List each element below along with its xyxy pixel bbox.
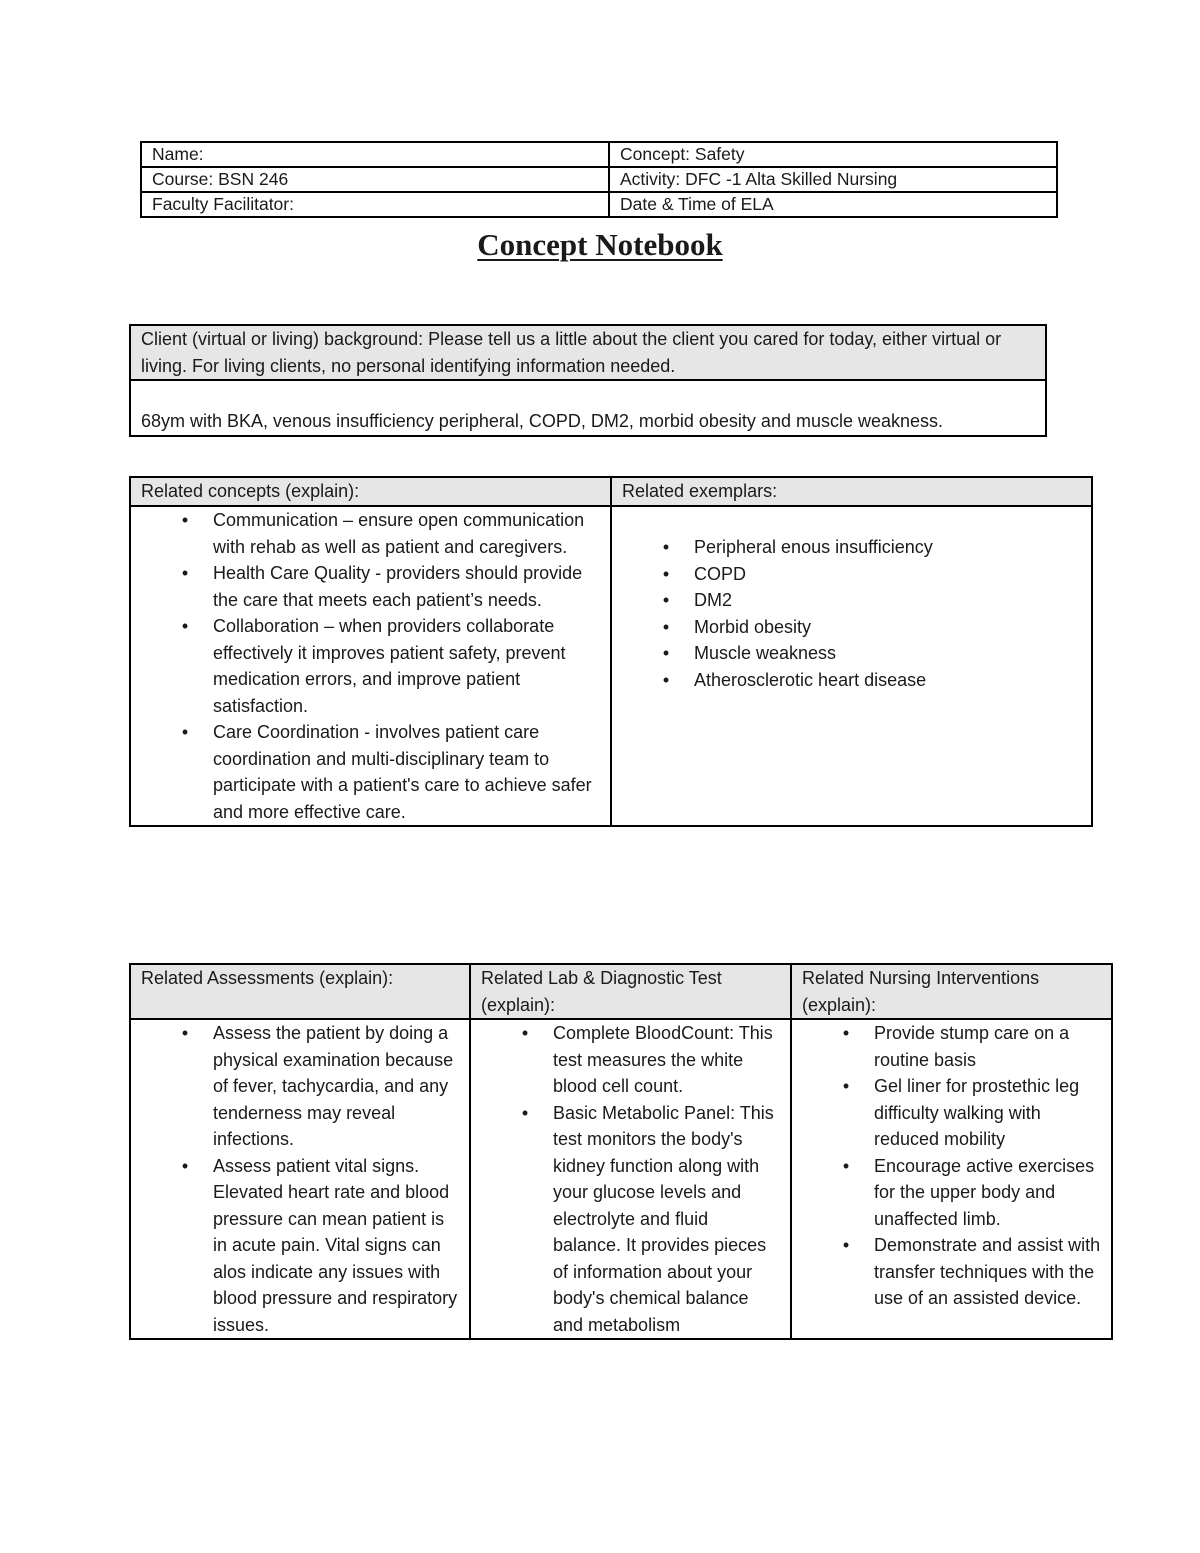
bullet-icon: • — [662, 590, 670, 610]
list-item: • DM2 — [622, 587, 1081, 614]
assessments-table — [129, 963, 1113, 1340]
labs-header: Related Lab & Diagnostic Test (explain): — [470, 964, 791, 1019]
bullet-icon: • — [842, 1076, 850, 1096]
page-title: Concept Notebook — [477, 227, 723, 262]
list-item: • Provide stump care on a routine basis — [802, 1020, 1101, 1073]
client-response: 68ym with BKA, venous insufficiency peripheral, COPD, DM2, morbid obesity and muscle weakness. — [130, 380, 1046, 436]
bullet-icon: • — [181, 510, 189, 530]
facilitator-field: Faculty Facilitator: — [141, 192, 609, 217]
assessments-list — [141, 1020, 459, 1338]
exemplars-list — [622, 534, 1081, 693]
list-item: • Communication – ensure open communication with rehab as well as patient and caregivers. — [141, 507, 600, 560]
bullet-icon: • — [181, 1155, 189, 1176]
list-item: • Assess patient vital signs. Elevated heart rate and blood pressure can mean patient is in acute pain. Vital signs can alos indicate any issues with blood pressure and respiratory issues. — [141, 1153, 459, 1339]
labs-list — [481, 1020, 780, 1338]
assessments-header: Related Assessments (explain): — [130, 964, 470, 1019]
list-item: • Demonstrate and assist with transfer techniques with the use of an assisted device. — [802, 1232, 1101, 1312]
client-background-table — [129, 324, 1047, 437]
bullet-icon: • — [521, 1102, 529, 1123]
bullet-icon: • — [662, 563, 670, 584]
list-item: • Collaboration – when providers collaborate effectively it improves patient safety, prevent medication errors, and improve patient satisfaction. — [141, 613, 600, 719]
list-item: • Basic Metabolic Panel: This test monitors the body's kidney function along with your glucose levels and electrolyte and fluid balance. It provides pieces of information about your body's chemical balance and metabolism — [481, 1100, 780, 1339]
list-item: • Morbid obesity — [622, 614, 1081, 641]
concepts-cell — [130, 506, 611, 826]
list-item: • Assess the patient by doing a physical examination because of fever, tachycardia, and any tenderness may reveal infections. — [141, 1020, 459, 1153]
list-item: • Peripheral enous insufficiency — [622, 534, 1081, 561]
datetime-field: Date & Time of ELA — [609, 192, 1057, 217]
header-info-table — [140, 141, 1058, 218]
list-item: • Complete BloodCount: This test measures the white blood cell count. — [481, 1020, 780, 1100]
name-field: Name: — [141, 142, 609, 167]
list-item: • Care Coordination - involves patient care coordination and multi-disciplinary team to participate with a patient's care to achieve safer and more effective care. — [141, 719, 600, 825]
concept-field: Concept: Safety — [609, 142, 1057, 167]
list-item: • Muscle weakness — [622, 640, 1081, 667]
client-prompt: Client (virtual or living) background: Please tell us a little about the client you cared for today, either virtual or living. For living clients, no personal identifying information needed. — [130, 325, 1046, 380]
bullet-icon: • — [662, 537, 670, 557]
exemplars-header: Related exemplars: — [611, 477, 1092, 506]
list-item: • Encourage active exercises for the upper body and unaffected limb. — [802, 1153, 1101, 1233]
bullet-icon: • — [662, 643, 670, 663]
concepts-list — [141, 507, 600, 825]
concepts-header: Related concepts (explain): — [130, 477, 611, 506]
exemplars-cell — [611, 506, 1092, 826]
labs-cell — [470, 1019, 791, 1339]
bullet-icon: • — [842, 1235, 850, 1255]
list-item: • Gel liner for prostethic leg difficulty walking with reduced mobility — [802, 1073, 1101, 1153]
concepts-table — [129, 476, 1093, 827]
interventions-header: Related Nursing Interventions (explain): — [791, 964, 1112, 1019]
interventions-list — [802, 1020, 1101, 1312]
bullet-icon: • — [842, 1155, 850, 1176]
bullet-icon: • — [662, 669, 670, 690]
interventions-cell — [791, 1019, 1112, 1339]
list-item: • COPD — [622, 561, 1081, 588]
list-item: • Health Care Quality - providers should provide the care that meets each patient’s needs. — [141, 560, 600, 613]
course-field: Course: BSN 246 — [141, 167, 609, 192]
bullet-icon: • — [181, 1023, 189, 1043]
bullet-icon: • — [521, 1023, 529, 1043]
list-item: • Atherosclerotic heart disease — [622, 667, 1081, 694]
bullet-icon: • — [181, 563, 189, 583]
bullet-icon: • — [662, 616, 670, 637]
activity-field: Activity: DFC -1 Alta Skilled Nursing — [609, 167, 1057, 192]
assessments-cell — [130, 1019, 470, 1339]
bullet-icon: • — [181, 616, 189, 636]
bullet-icon: • — [842, 1023, 850, 1043]
bullet-icon: • — [181, 722, 189, 742]
